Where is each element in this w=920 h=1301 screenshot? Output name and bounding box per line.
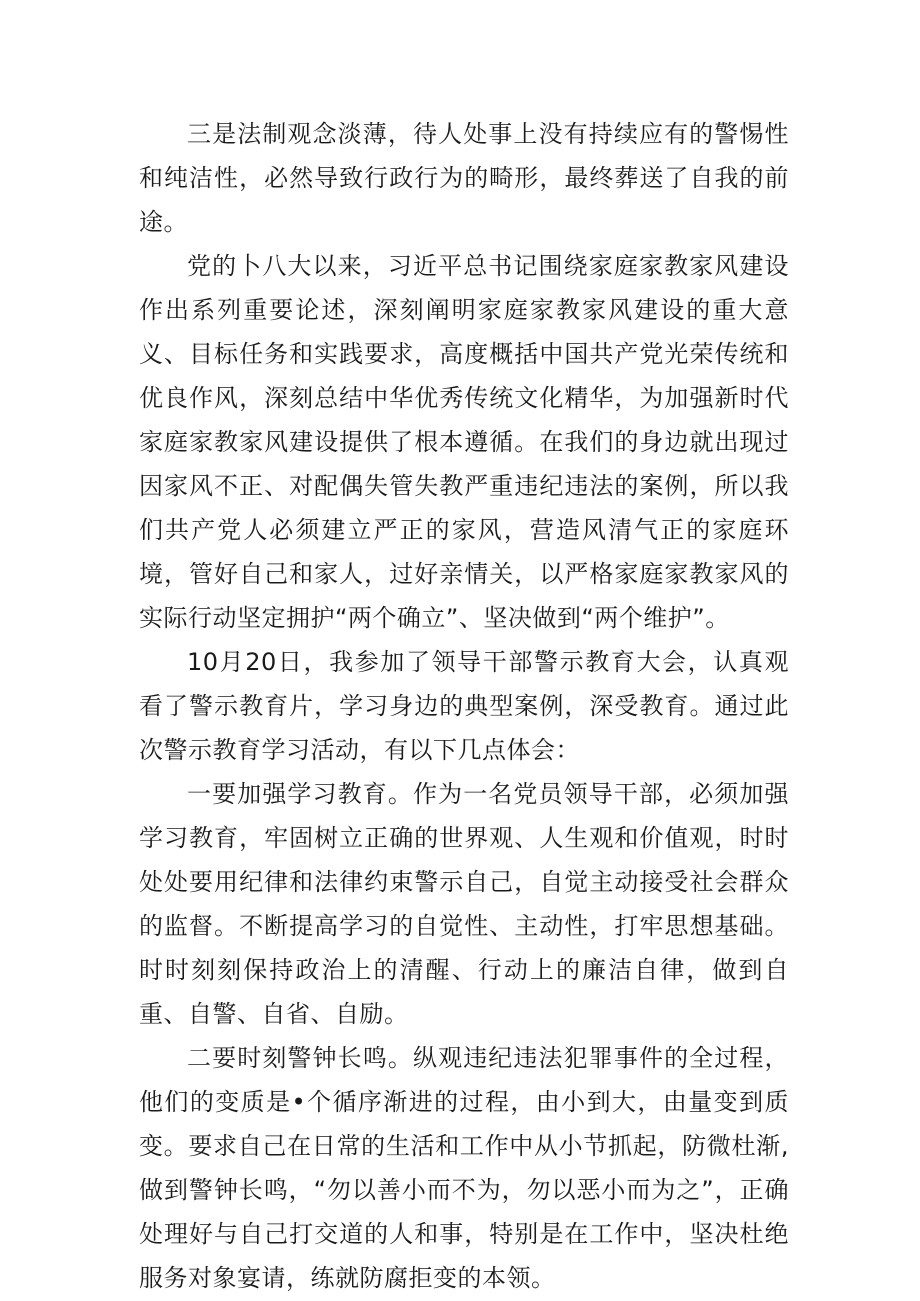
paragraph-alarm-bell: 二要时刻警钟长鸣。纵观违纪违法犯罪事件的全过程，他们的变质是•个循序渐进的过程，由小到大，由量变到质变。要求自己在日常的生活和工作中从小节抓起，防微杜渐,做到警钟长鸣，“勿以善小而不为，勿以恶小而为之”，正确处理好与自己打交道的人和事，特别是在工作中，坚决杜绝服务对象宴请，练就防腐拒变的本领。 — [139, 1044, 789, 1292]
paragraph-family-tradition: 党的卜八大以来，习近平总书记围绕家庭家教家风建设作出系列重要论述，深刻阐明家庭家教家风建设的重大意义、目标任务和实践要求，高度概括中国共产党光荣传统和优良作风，深刻总结中华优秀传统文化精华，为加强新时代家庭家教家风建设提供了根本遵循。在我们的身边就出现过因家风不正、对配偶失管失教严重违纪违法的案例，所以我们共产党人必须建立严正的家风，营造风清气正的家庭环境，管好自己和家人，过好亲情关，以严格家庭家教家风的实际行动坚定拥护“两个确立”、坚决做到“两个维护”。 — [139, 252, 789, 632]
document-body — [139, 112, 789, 1300]
paragraph-strengthen-study: 一要加强学习教育。作为一名党员领导干部，必须加强学习教育，牢固树立正确的世界观、人生观和价值观，时时处处要用纪律和法律约束警示自己，自觉主动接受社会群众的监督。不断提高学习的自觉性、主动性，打牢思想基础。时时刻刻保持政治上的清醒、行动上的廉洁自律，做到自重、自警、自省、自励。 — [139, 780, 789, 1028]
paragraph-legal-awareness: 三是法制观念淡薄，待人处事上没有持续应有的警惕性和纯洁性，必然导致行政行为的畸形，最终葬送了自我的前途。 — [139, 120, 789, 236]
paragraph-warning-education-meeting: 10月20日，我参加了领导干部警示教育大会，认真观看了警示教育片，学习身边的典型案例，深受教育。通过此次警示教育学习活动，有以下几点体会： — [139, 648, 789, 764]
